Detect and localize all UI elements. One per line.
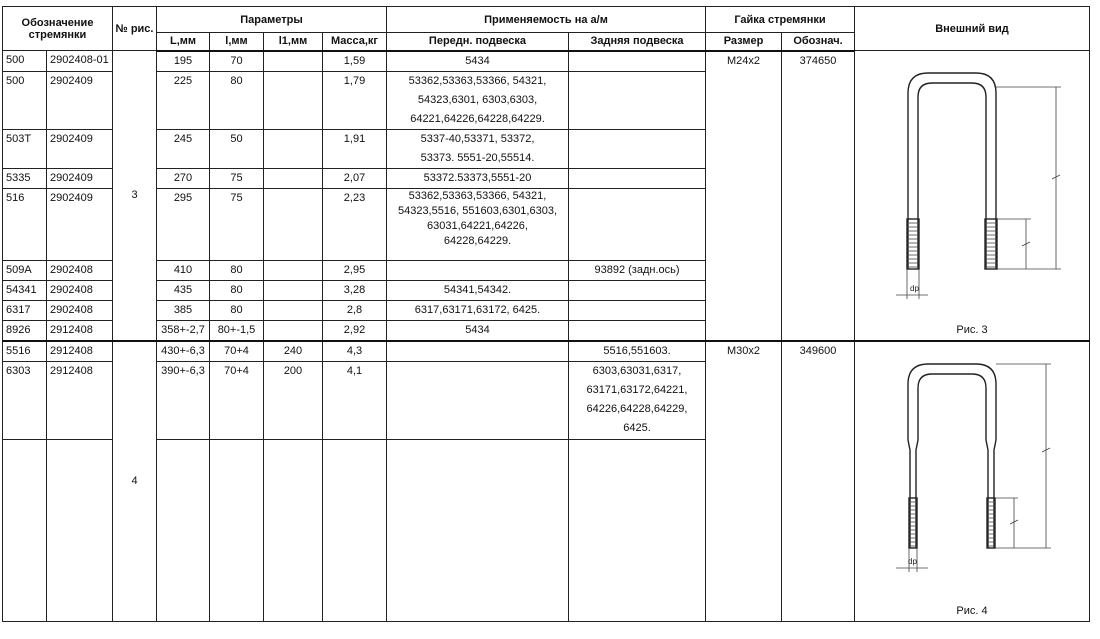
model-cell <box>3 439 47 621</box>
fig-number-cell <box>113 341 157 622</box>
l-cell <box>210 71 264 129</box>
L-cell <box>157 188 210 260</box>
nut-size-cell-text: М24х2 <box>726 54 761 67</box>
fig-number-cell-text: 3 <box>131 189 138 202</box>
col-fig-no: № рис. <box>113 7 157 51</box>
front-cell-line: 63031,64221,64226, <box>427 219 528 232</box>
mass-cell <box>323 188 387 260</box>
L-cell <box>157 129 210 168</box>
code-cell <box>47 51 113 72</box>
L-cell <box>157 168 210 188</box>
code-cell-text: 2912408 <box>50 344 93 357</box>
spec-sheet <box>2 6 1090 622</box>
l1-cell <box>264 260 323 280</box>
l-cell <box>210 168 264 188</box>
l-cell <box>210 300 264 320</box>
mass-cell <box>323 168 387 188</box>
rear-cell <box>569 168 706 188</box>
front-cell <box>387 51 569 72</box>
col-size: Размер <box>706 33 782 51</box>
dim-dp-label: dp <box>909 284 919 293</box>
l1-cell <box>264 280 323 300</box>
mass-cell <box>323 129 387 168</box>
front-cell-line: 64221,64226,64228,64229. <box>410 112 545 125</box>
l-cell-text: 70 <box>230 54 243 67</box>
front-cell <box>387 439 569 621</box>
l-cell <box>210 51 264 72</box>
nut-size-cell <box>706 51 782 341</box>
l-cell-text: 80 <box>230 283 243 296</box>
model-cell-text: 5516 <box>6 344 31 357</box>
fig-number-cell <box>113 51 157 341</box>
mass-cell <box>323 280 387 300</box>
front-cell-line: 54341,54342. <box>443 283 512 296</box>
nut-code-cell-text: 374650 <box>799 54 837 67</box>
model-cell-text: 54341 <box>6 283 37 296</box>
model-cell <box>3 168 47 188</box>
l1-cell <box>264 188 323 260</box>
L-cell-text: 225 <box>173 74 193 87</box>
model-cell-text: 516 <box>6 191 25 204</box>
L-cell <box>157 280 210 300</box>
L-cell-text: 295 <box>173 191 193 204</box>
code-cell-text: 2902409 <box>50 74 93 87</box>
code-cell <box>47 260 113 280</box>
rear-cell <box>569 51 706 72</box>
code-cell-text: 2902408 <box>50 283 93 296</box>
l1-cell <box>264 361 323 439</box>
model-cell <box>3 71 47 129</box>
front-cell-line: 5434 <box>465 323 490 336</box>
model-cell <box>3 361 47 439</box>
model-cell <box>3 188 47 260</box>
col-mass: Масса,кг <box>323 33 387 51</box>
l-cell-text: 70+4 <box>224 344 249 357</box>
code-cell-text: 2902409 <box>50 171 93 184</box>
u-bolt-drawing-fig4 <box>856 342 1089 612</box>
appearance-cell <box>855 341 1090 622</box>
L-cell-text: 410 <box>173 263 193 276</box>
mass-cell <box>323 341 387 362</box>
mass-cell-text: 4,1 <box>346 364 363 377</box>
mass-cell-text: 1,59 <box>343 54 366 67</box>
mass-cell-text: 3,28 <box>343 283 366 296</box>
col-nut: Гайка стремянки <box>706 7 855 33</box>
rear-cell <box>569 439 706 621</box>
front-cell-line: 54323,5516, 551603,6301,6303, <box>397 204 558 217</box>
l-cell-text: 75 <box>230 191 243 204</box>
l1-cell <box>264 300 323 320</box>
mass-cell <box>323 260 387 280</box>
L-cell <box>157 320 210 341</box>
code-cell <box>47 71 113 129</box>
front-cell-line: 64228,64229. <box>443 234 512 247</box>
code-cell <box>47 361 113 439</box>
col-l1: l1,мм <box>264 33 323 51</box>
col-rear: Задняя подвеска <box>569 33 706 51</box>
L-cell-text: 385 <box>173 303 193 316</box>
l-cell <box>210 361 264 439</box>
front-cell <box>387 168 569 188</box>
mass-cell-text: 2,95 <box>343 263 366 276</box>
col-designation: Обозначение стремянки <box>3 7 113 51</box>
code-cell-text: 2902408 <box>50 303 93 316</box>
model-cell <box>3 341 47 362</box>
code-cell <box>47 320 113 341</box>
rear-cell-line: 64226,64228,64229, <box>586 402 688 415</box>
code-cell <box>47 129 113 168</box>
code-cell-text: 2902408-01 <box>50 54 109 66</box>
l1-cell <box>264 341 323 362</box>
col-applicability: Применяемость на а/м <box>387 7 706 33</box>
front-cell <box>387 129 569 168</box>
nut-size-cell-text: М30х2 <box>726 344 761 357</box>
appearance-cell <box>855 51 1090 341</box>
rear-cell-line: 63171,63172,64221, <box>586 383 688 396</box>
front-cell-line: 5337-40,53371, 53372, <box>420 132 535 145</box>
l-cell <box>210 280 264 300</box>
front-cell-line: 53372.53373,5551-20 <box>423 171 532 184</box>
L-cell <box>157 439 210 621</box>
fig-number-cell-text: 4 <box>131 475 138 487</box>
rear-cell <box>569 361 706 439</box>
col-params: Параметры <box>157 7 387 33</box>
model-cell <box>3 260 47 280</box>
l1-cell <box>264 51 323 72</box>
nut-size-cell <box>706 341 782 622</box>
rear-cell <box>569 341 706 362</box>
l-cell-text: 70+4 <box>224 364 249 377</box>
front-cell-line: 6317,63171,63172, 6425. <box>414 303 541 316</box>
mass-cell <box>323 361 387 439</box>
figure-caption: Рис. 3 <box>956 323 988 336</box>
model-cell-text: 5335 <box>6 171 31 184</box>
rear-cell <box>569 280 706 300</box>
l1-cell <box>264 439 323 621</box>
u-bolt-table <box>2 6 1090 622</box>
model-cell <box>3 320 47 341</box>
front-cell <box>387 300 569 320</box>
front-cell <box>387 320 569 341</box>
nut-code-cell-text: 349600 <box>799 344 837 357</box>
mass-cell-text: 2,07 <box>343 171 366 184</box>
l-cell-text: 50 <box>230 132 243 145</box>
model-cell-text: 509А <box>6 263 32 276</box>
col-designation2: Обознач. <box>782 33 855 51</box>
l1-cell <box>264 168 323 188</box>
front-cell <box>387 361 569 439</box>
rear-cell-line: 6303,63031,6317, <box>592 364 682 377</box>
code-cell-text: 2912408 <box>50 323 93 336</box>
L-cell <box>157 341 210 362</box>
l-cell-text: 80 <box>230 303 243 316</box>
l-cell-text: 80 <box>230 74 243 87</box>
front-cell-line: 53362,53363,53366, 54321, <box>408 74 547 87</box>
L-cell <box>157 260 210 280</box>
code-cell <box>47 300 113 320</box>
figure-caption: Рис. 4 <box>956 604 988 617</box>
rear-cell <box>569 300 706 320</box>
model-cell <box>3 51 47 72</box>
rear-cell <box>569 188 706 260</box>
front-cell <box>387 71 569 129</box>
mass-cell-text: 1,91 <box>343 132 366 145</box>
table-row <box>3 51 1090 72</box>
rear-cell-line: 6425. <box>623 421 651 434</box>
rear-cell <box>569 71 706 129</box>
model-cell-text: 8926 <box>6 323 31 336</box>
col-L: L,мм <box>157 33 210 51</box>
l-cell <box>210 260 264 280</box>
model-cell <box>3 280 47 300</box>
L-cell <box>157 300 210 320</box>
rear-cell <box>569 320 706 341</box>
rear-cell <box>569 129 706 168</box>
front-cell-line: 5434 <box>465 54 490 67</box>
L-cell <box>157 71 210 129</box>
L-cell-text: 435 <box>173 283 193 296</box>
front-cell <box>387 260 569 280</box>
model-cell-text: 6303 <box>6 364 31 377</box>
front-cell-line: 54323,6301, 6303,6303, <box>417 93 538 106</box>
mass-cell-text: 2,92 <box>343 323 366 336</box>
mass-cell <box>323 320 387 341</box>
mass-cell-text: 2,23 <box>343 191 366 204</box>
table-row <box>3 341 1090 362</box>
L-cell-text: 270 <box>173 171 193 184</box>
model-cell-text: 500 <box>6 74 25 87</box>
mass-cell-text: 1,79 <box>343 74 366 87</box>
front-cell <box>387 188 569 260</box>
mass-cell <box>323 300 387 320</box>
rear-cell-line: 93892 (задн.ось) <box>594 263 680 276</box>
l1-cell <box>264 320 323 341</box>
col-front: Передн. подвеска <box>387 33 569 51</box>
code-cell <box>47 341 113 362</box>
l-cell <box>210 320 264 341</box>
code-cell <box>47 280 113 300</box>
front-cell <box>387 280 569 300</box>
col-appearance: Внешний вид <box>855 7 1090 51</box>
nut-code-cell <box>782 341 855 622</box>
code-cell-text: 2902409 <box>50 132 93 145</box>
code-cell-text: 2912408 <box>50 364 93 377</box>
u-bolt-drawing-fig3 <box>856 51 1089 321</box>
L-cell-text: 245 <box>173 132 193 145</box>
l-cell-text: 80+-1,5 <box>217 323 256 336</box>
mass-cell <box>323 439 387 621</box>
code-cell <box>47 188 113 260</box>
L-cell <box>157 51 210 72</box>
l1-cell <box>264 129 323 168</box>
model-cell-text: 6317 <box>6 303 31 316</box>
code-cell <box>47 168 113 188</box>
nut-code-cell <box>782 51 855 341</box>
dim-dp-label: dp <box>907 556 917 566</box>
model-cell-text: 503Т <box>6 132 32 145</box>
l-cell-text: 75 <box>230 171 243 184</box>
l1-cell-text: 200 <box>283 364 303 377</box>
col-l: l,мм <box>210 33 264 51</box>
model-cell <box>3 300 47 320</box>
code-cell <box>47 439 113 621</box>
front-cell-line: 53362,53363,53366, 54321, <box>408 189 547 202</box>
model-cell-text: 500 <box>6 54 25 66</box>
L-cell-text: 390+-6,3 <box>161 364 205 377</box>
rear-cell <box>569 260 706 280</box>
L-cell-text: 358+-2,7 <box>161 323 205 336</box>
l-cell <box>210 439 264 621</box>
L-cell-text: 430+-6,3 <box>161 344 205 357</box>
mass-cell-text: 4,3 <box>346 344 363 357</box>
L-cell-text: 195 <box>173 54 193 67</box>
l1-cell <box>264 71 323 129</box>
front-cell <box>387 341 569 362</box>
front-cell-line: 53373. 5551-20,55514. <box>420 151 535 164</box>
code-cell-text: 2902409 <box>50 191 93 204</box>
l1-cell-text: 240 <box>283 344 303 357</box>
l-cell <box>210 188 264 260</box>
mass-cell <box>323 71 387 129</box>
L-cell <box>157 361 210 439</box>
rear-cell-line: 5516,551603. <box>603 344 671 357</box>
code-cell-text: 2902408 <box>50 263 93 276</box>
l-cell <box>210 341 264 362</box>
l-cell-text: 80 <box>230 263 243 276</box>
mass-cell-text: 2,8 <box>346 303 363 316</box>
l-cell <box>210 129 264 168</box>
model-cell <box>3 129 47 168</box>
mass-cell <box>323 51 387 72</box>
